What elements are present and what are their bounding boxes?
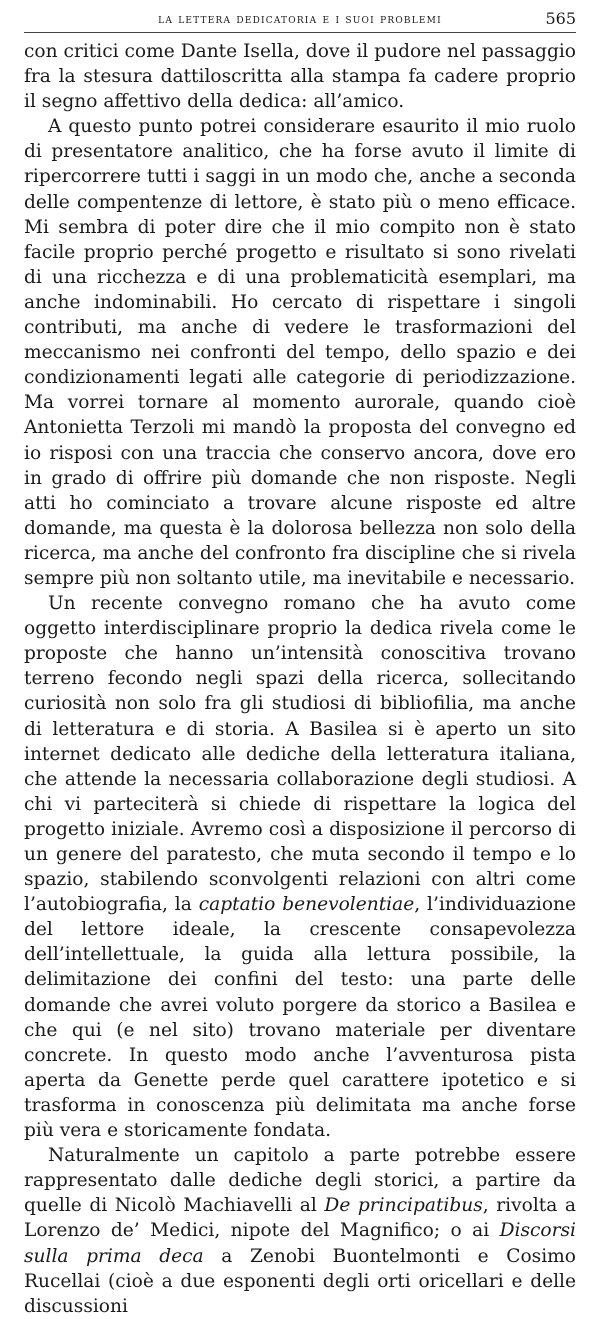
- paragraph-4: [24, 1143, 576, 1319]
- body-text: [24, 39, 576, 1319]
- paragraph-3-part-b: , l’individuazione del lettore ideale, la crescente consapevolezza dell’intellettuale, la guida alla lettura possibile, la delimitazione dei confini del testo: una parte delle domande che avrei voluto porgere da storico a Basilea e che qui (e nel sito) trovano materiale per diventare concrete. In questo modo anche l’avventurosa pista aperta da Genette perde quel carattere ipotetico e si trasforma in conoscenza più delimitata ma anche forse più vera e storicamente fondata.: [24, 894, 577, 1142]
- paragraph-4-part-a: Naturalmente un capitolo a parte potrebbe essere rappresentato dalle dediche degli storici, a partire da quelle di Nicolò Machiavelli al: [24, 1145, 576, 1217]
- paragraph-3-part-a: Un recente convegno romano che ha avuto come oggetto interdisciplinare proprio la dedica rivela come le proposte che hanno un’intensità conoscitiva trovano terreno fecondo negli spazi della ricerca, sollecitando curiosità non solo fra gli studiosi di bibliofilia, ma anche di letteratura e di storia. A Basilea si è aperto un sito internet dedicato alle dediche della letteratura italiana, che attende la necessaria collaborazione degli studiosi. A chi vi parteciterà si chiede di rispettare la logica del progetto iniziale. Avremo così a disposizione il percorso di un genere del paratesto, che muta secondo il tempo e lo spazio, stabilendo sconvolgenti relazioni con altri come l’autobiografia, la: [24, 593, 576, 916]
- paragraph-4-italic-title-1: De principatibus: [324, 1195, 483, 1217]
- paragraph-3: [24, 591, 576, 1143]
- paragraph-4-part-c: a Zenobi Buontelmonti e Cosimo Rucellai (cioè a due esponenti degli orti oricellari e delle discussioni: [24, 1245, 576, 1317]
- running-title: la lettera dedicatoria e i suoi problemi: [158, 11, 442, 26]
- paragraph-4-italic-title-2: Discorsi sulla prima deca: [24, 1220, 576, 1267]
- paragraph-1: con critici come Dante Isella, dove il pudore nel passaggio fra la stesura dattiloscritta alla stampa fa cadere proprio il segno affettivo della dedica: all’amico.: [24, 41, 576, 113]
- paragraph-4-part-b: , rivolta a Lorenzo de’ Medici, nipote del Magnifico; o ai: [24, 1195, 576, 1242]
- running-header: [24, 4, 576, 33]
- paragraph-2: A questo punto potrei considerare esaurito il mio ruolo di presentatore analitico, che ha forse avuto il limite di ripercorrere tutti i saggi in un modo che, anche a seconda delle compentenze di lettore, è stato più o meno efficace. Mi sembra di poter dire che il mio compito non è stato facile proprio perché progetto e risultato si sono rivelati di una ricchezza e di una problematicità esemplari, ma anche indominabili. Ho cercato di rispettare i singoli contributi, ma anche di vedere le trasformazioni del meccanismo nei confronti del tempo, dello spazio e dei condizionamenti legati alle categorie di periodizzazione. Ma vorrei tornare al momento aurorale, quando cioè Antonietta Terzoli mi mandò la proposta del convegno ed io risposi con una traccia che conservo ancora, dove ero in grado di offrire più domande che non risposte. Negli atti ho cominciato a trovare alcune risposte ed altre domande, ma questa è la dolorosa bellezza non solo della ricerca, ma anche del confronto fra discipline che si rivela sempre più non soltanto utile, ma inevitabile e necessario.: [24, 116, 576, 589]
- page-number: 565: [545, 9, 576, 28]
- paragraph-3-italic-term: captatio benevolentiae: [198, 894, 415, 916]
